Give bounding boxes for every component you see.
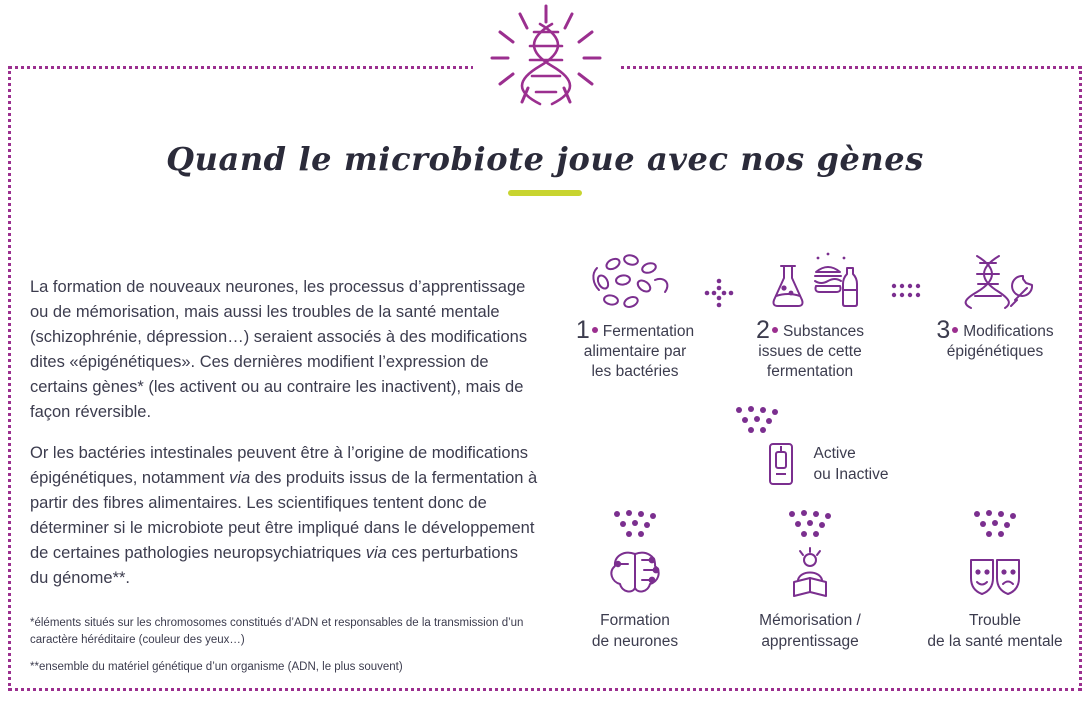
outcome-1: [550, 510, 720, 652]
step-2-bullet: [772, 327, 778, 333]
step-3-caption: [920, 316, 1070, 362]
plus-dots-icon: [702, 276, 736, 310]
bacteria-icon: [560, 248, 710, 312]
switch-toggle-icon: [762, 440, 800, 488]
step-3-label-2: épigénétiques: [946, 343, 1044, 360]
outcome-3-caption: [910, 610, 1080, 652]
step-2-label-3: fermentation: [766, 363, 854, 380]
flow-dots-icon: [725, 510, 895, 540]
flow-dots-icon: [725, 406, 925, 436]
footnote-1: *éléments situés sur les chromosomes constitués d’ADN et responsables de la transmission d’un caractère héréditaire (couleur des yeux…): [30, 617, 524, 646]
diagram-column: [560, 248, 1080, 678]
active-label-line2: ou Inactive: [813, 466, 889, 483]
theatre-masks-icon: [910, 540, 1080, 600]
outcome-2-caption: [725, 610, 895, 652]
flow-dots-icon: [910, 510, 1080, 540]
paragraph-2-part-c: ces perturbations du génome**.: [30, 544, 518, 587]
page-title: Quand le microbiote joue avec nos gènes: [166, 140, 924, 178]
outcome-3: [910, 510, 1080, 652]
flow-dots-icon: [550, 510, 720, 540]
active-label-line1: Active: [813, 445, 856, 462]
paragraph-2-part-a: Or les bactéries intestinales peuvent être à l’origine de modifications épigénétiques, notamment: [30, 444, 529, 487]
outcome-3-label-2: de la santé mentale: [927, 633, 1063, 650]
paragraph-2: [30, 441, 538, 591]
step-1: [560, 248, 710, 382]
step-1-label-2: alimentaire par: [583, 343, 687, 360]
outcome-2-label-1: Mémorisation /: [759, 612, 861, 629]
step-3-number: 3: [936, 316, 951, 344]
paragraph-2-via-1: via: [229, 469, 251, 487]
person-reading-icon: [725, 540, 895, 600]
paragraph-2-part-b: des produits issus de la fermentation à partir des fibres alimentaires. Les scientifiques tentent donc de déterminer si le microbiote peut être impliqué dans le développement de certaines pathologies neuropsychiatriques: [30, 469, 538, 562]
paragraph-1: La formation de nouveaux neurones, les processus d’apprentissage ou de mémorisation, mais aussi les troubles de la santé mentale (schizophrénie, dépression…) seraient associés à des modifications dites «épigénétiques». Ces dernières modifient l’expression de certains gènes* (les activent ou au contraire les inactivent), mais de façon réversible.: [30, 278, 528, 421]
title-underline: [508, 190, 582, 196]
dna-helix-icon: [473, 0, 618, 122]
outcome-1-caption: [550, 610, 720, 652]
step-2-label-1: Substances: [782, 323, 864, 340]
active-inactive-label: [814, 443, 889, 485]
step-2-caption: [735, 316, 885, 382]
step-3-bullet: [952, 327, 958, 333]
brain-circuit-icon: [550, 540, 720, 600]
outcome-1-label-2: de neurones: [591, 633, 679, 650]
outcome-3-label-1: Trouble: [969, 612, 1021, 629]
paragraph-2-via-2: via: [365, 544, 387, 562]
left-text-column: [30, 275, 538, 686]
footnote-2: **ensemble du matériel génétique d’un organisme (ADN, le plus souvent): [30, 661, 403, 673]
step-3: [920, 248, 1070, 362]
step-2-label-2: issues de cette: [758, 343, 862, 360]
outcome-2-label-2: apprentissage: [761, 633, 859, 650]
step-1-label-1: Fermentation: [602, 323, 695, 340]
step-1-bullet: [592, 327, 598, 333]
active-inactive-block: [725, 406, 925, 488]
step-2-number: 2: [756, 316, 770, 344]
step-3-label-1: Modifications: [963, 323, 1054, 340]
step-1-caption: [560, 316, 710, 382]
step-1-label-3: les bactéries: [591, 363, 679, 380]
footnotes: [30, 615, 538, 676]
title-block: [0, 140, 1090, 196]
food-flask-icon: [735, 248, 885, 312]
outcome-1-label-1: Formation: [600, 612, 670, 629]
active-row: [725, 440, 925, 488]
outcome-2: [725, 510, 895, 652]
step-2: [735, 248, 885, 382]
dna-wrench-icon: [920, 248, 1070, 312]
step-1-number: 1: [575, 316, 590, 344]
